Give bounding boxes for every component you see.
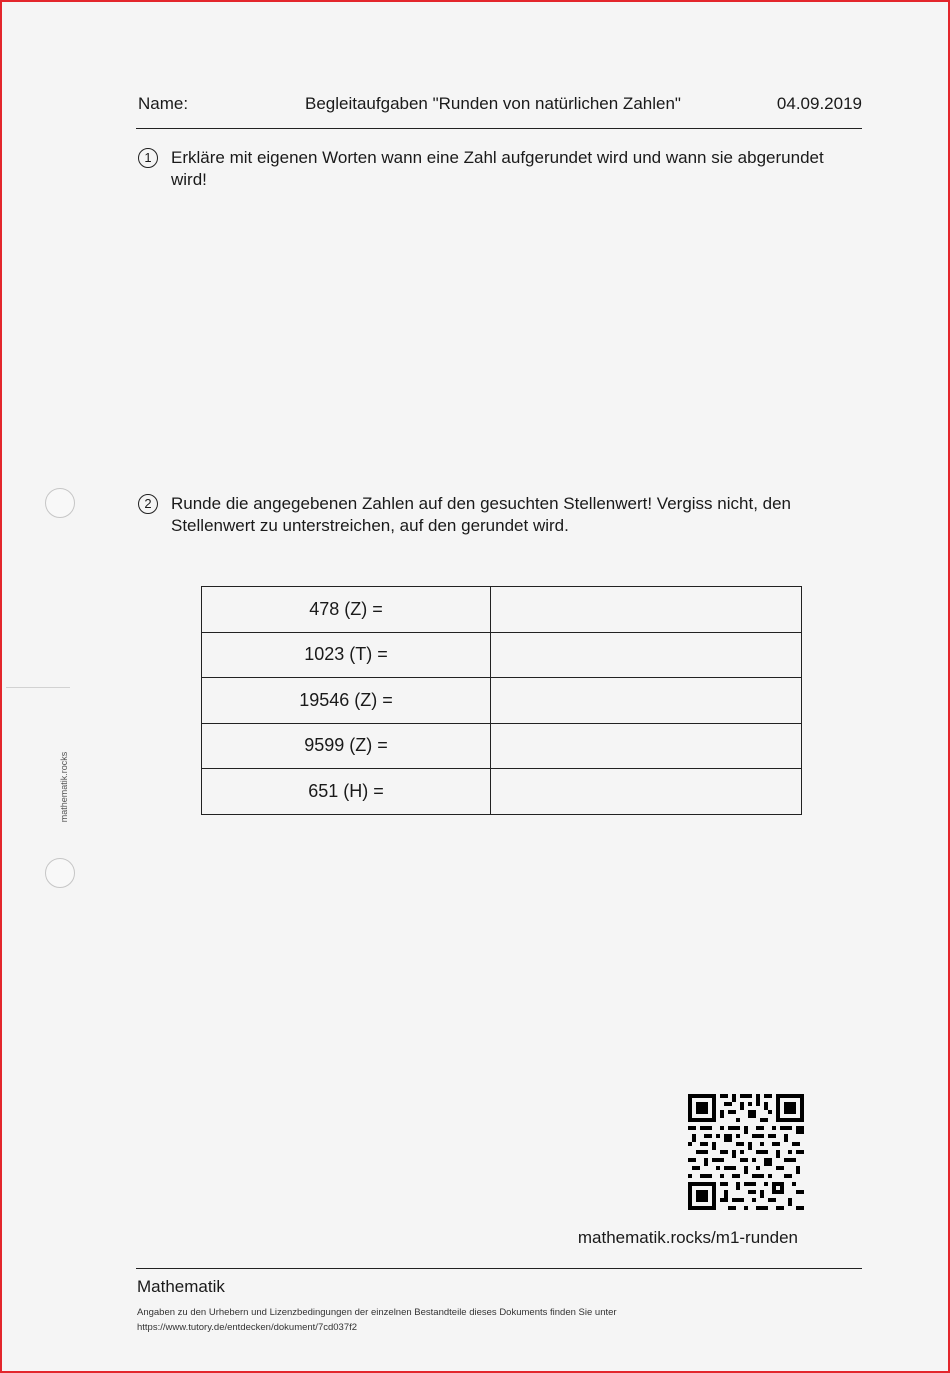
fold-mark bbox=[6, 687, 70, 688]
answer-cell[interactable] bbox=[491, 587, 802, 633]
task-2-number: 2 bbox=[138, 494, 158, 514]
task-2-text: Runde die angegebenen Zahlen auf den gesuchten Stellenwert! Vergiss nicht, den Stellenwert zu unterstreichen, auf den gerundet wird. bbox=[171, 494, 792, 535]
credits-link[interactable]: https://www.tutory.de/entdecken/dokument/7cd037f2 bbox=[137, 1322, 358, 1333]
question-cell: 9599 (Z) = bbox=[202, 723, 491, 769]
question-cell: 1023 (T) = bbox=[202, 632, 491, 678]
table-row bbox=[202, 678, 802, 724]
worksheet-title: Begleitaufgaben "Runden von natürlichen Zahlen" bbox=[305, 94, 681, 113]
punch-hole-top bbox=[45, 488, 75, 518]
credits-line-1: Angaben zu den Urhebern und Lizenzbedingungen der einzelnen Bestandteile dieses Dokuments finden Sie unter bbox=[137, 1307, 617, 1318]
table-row bbox=[202, 632, 802, 678]
worksheet-header bbox=[136, 94, 862, 129]
question-cell: 478 (Z) = bbox=[202, 587, 491, 633]
footer-divider bbox=[136, 1268, 862, 1269]
qr-code-icon bbox=[688, 1094, 804, 1210]
task-1-number: 1 bbox=[138, 148, 158, 168]
answer-cell[interactable] bbox=[491, 632, 802, 678]
credits-text bbox=[137, 1305, 617, 1335]
side-label: mathematik.rocks bbox=[59, 751, 69, 823]
answer-cell[interactable] bbox=[491, 723, 802, 769]
worksheet-date: 04.09.2019 bbox=[776, 94, 862, 113]
table-row bbox=[202, 587, 802, 633]
answer-cell[interactable] bbox=[491, 678, 802, 724]
question-cell: 19546 (Z) = bbox=[202, 678, 491, 724]
table-row bbox=[202, 723, 802, 769]
answer-cell[interactable] bbox=[491, 769, 802, 815]
rounding-table bbox=[201, 586, 802, 815]
punch-hole-bottom bbox=[45, 858, 75, 888]
name-label: Name: bbox=[138, 94, 189, 113]
task-1-text: Erkläre mit eigenen Worten wann eine Zahl aufgerundet wird und wann sie abgerundet wird! bbox=[171, 148, 824, 189]
qr-link[interactable]: mathematik.rocks/m1-runden bbox=[577, 1228, 798, 1247]
table-row bbox=[202, 769, 802, 815]
subject-label: Mathematik bbox=[137, 1277, 225, 1296]
question-cell: 651 (H) = bbox=[202, 769, 491, 815]
